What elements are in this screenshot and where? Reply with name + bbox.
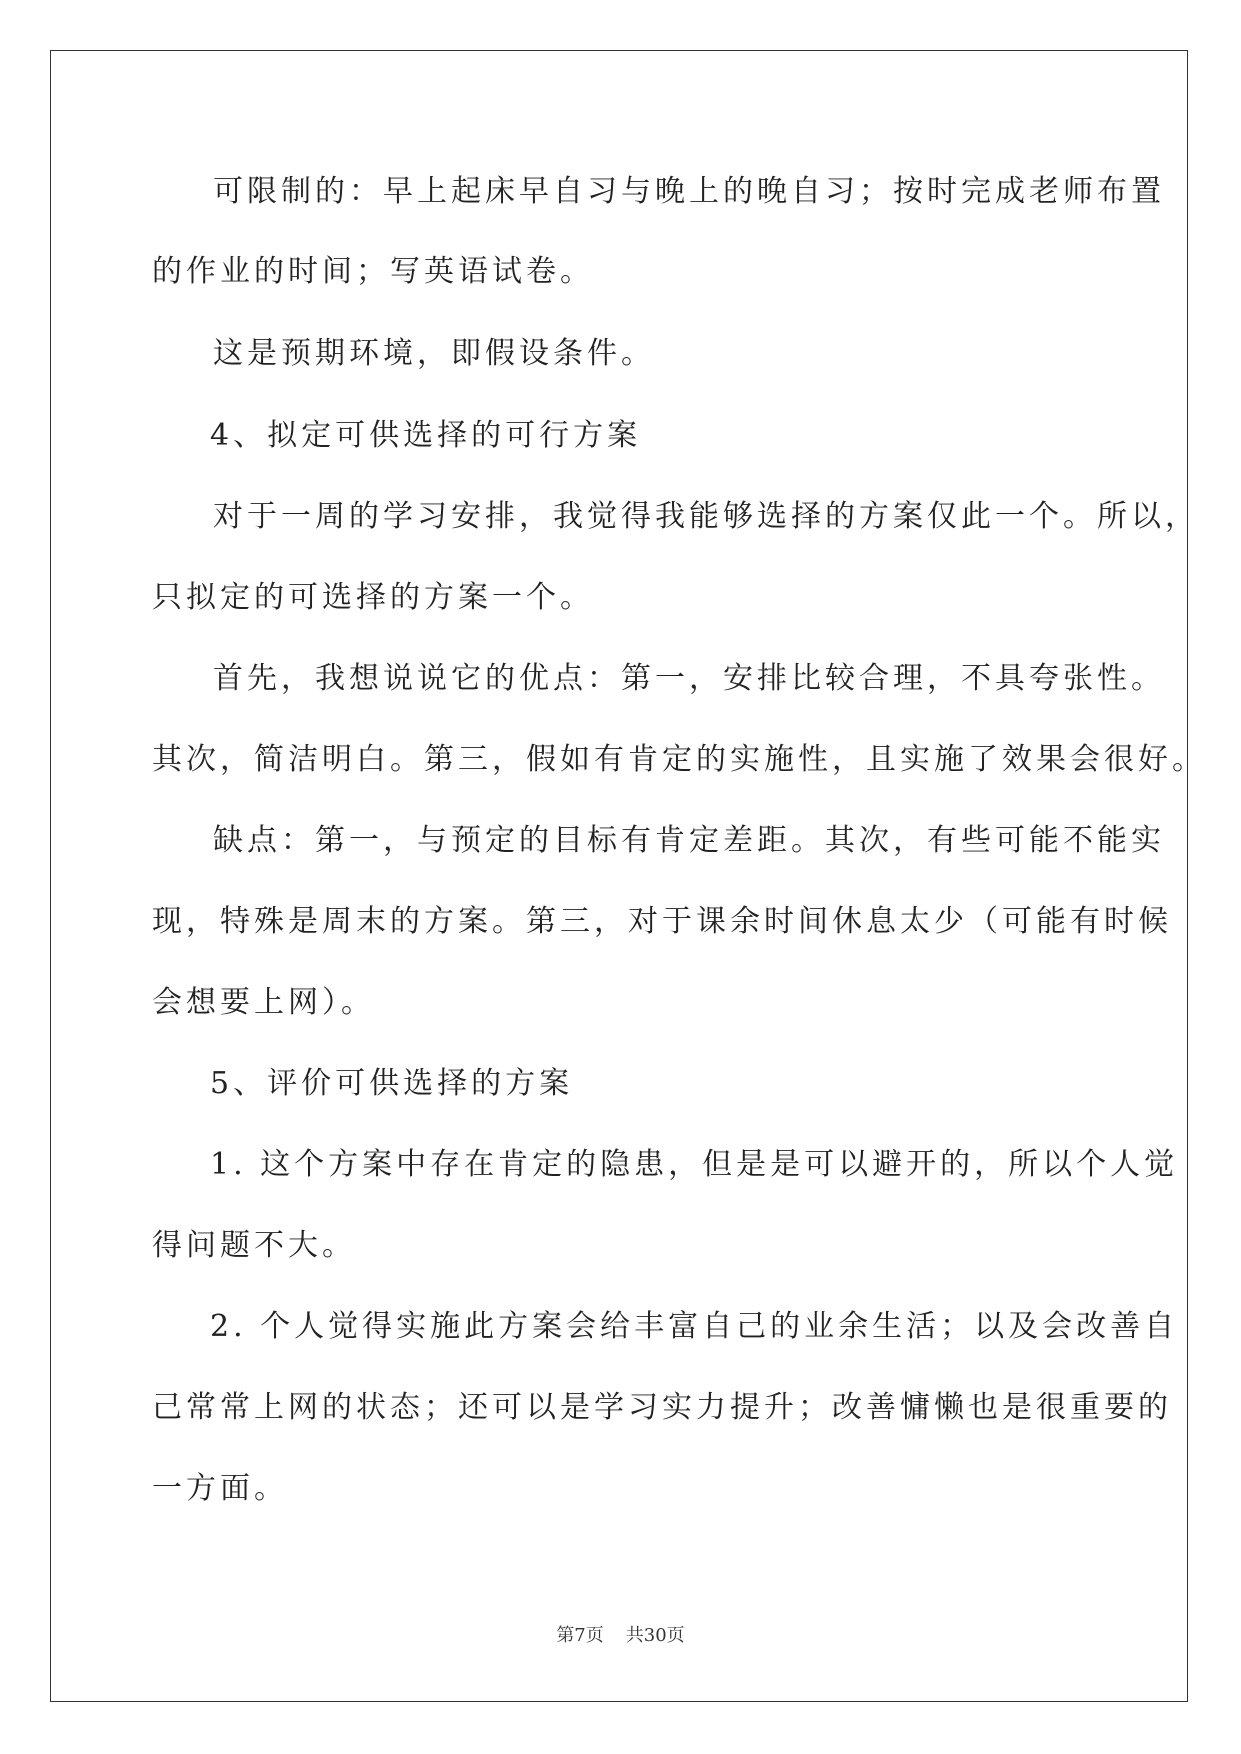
section-heading: 4、拟定可供选择的可行方案 — [210, 418, 642, 453]
text-line: 其次，简洁明白。第三，假如有肯定的实施性，且实施了效果会很好。 — [152, 742, 1206, 777]
text-line: 得问题不大。 — [152, 1228, 356, 1263]
text-line: 的作业的时间；写英语试卷。 — [152, 254, 594, 289]
text-line: 缺点：第一，与预定的目标有肯定差距。其次，有些可能不能实 — [213, 823, 1165, 858]
text-line: 1. 这个方案中存在肯定的隐患，但是是可以避开的，所以个人觉 — [210, 1147, 1179, 1182]
text-line: 己常常上网的状态；还可以是学习实力提升；改善慵懒也是很重要的 — [152, 1390, 1172, 1425]
page-border — [50, 50, 1188, 1702]
text-line: 现，特殊是周末的方案。第三，对于课余时间休息太少（可能有时候 — [152, 904, 1172, 939]
text-line: 一方面。 — [152, 1471, 288, 1506]
text-line: 2. 个人觉得实施此方案会给丰富自己的业余生活；以及会改善自 — [210, 1309, 1179, 1344]
text-line: 这是预期环境，即假设条件。 — [213, 336, 655, 371]
text-line: 会想要上网）。 — [152, 985, 375, 1020]
text-line: 首先，我想说说它的优点：第一，安排比较合理，不具夸张性。 — [213, 661, 1165, 696]
page-number: 第7页 — [556, 1625, 604, 1646]
page-total: 共30页 — [625, 1625, 685, 1646]
page-footer — [0, 1624, 1241, 1648]
section-heading: 5、评价可供选择的方案 — [210, 1066, 574, 1101]
text-line: 只拟定的可选择的方案一个。 — [152, 580, 594, 615]
text-line: 可限制的：早上起床早自习与晚上的晚自习；按时完成老师布置 — [213, 174, 1165, 209]
text-line: 对于一周的学习安排，我觉得我能够选择的方案仅此一个。所以， — [213, 499, 1199, 534]
